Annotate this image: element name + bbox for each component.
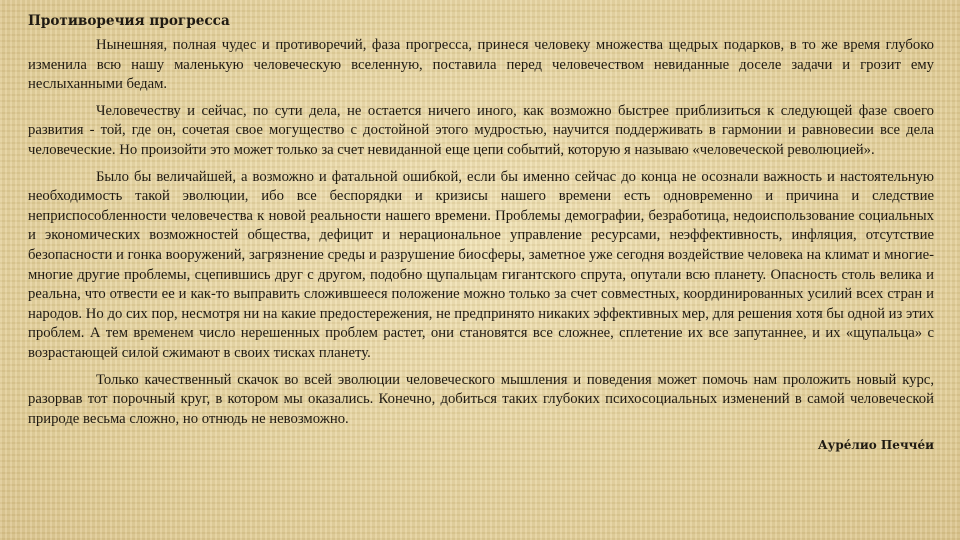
author-signature: Ауре́лио Печче́и [817, 438, 934, 453]
paragraph-1: Нынешняя, полная чудес и противоречий, фаза прогресса, принеся человеку множества щедрых подарков, в то же время глубоко изменила всю нашу маленькую человеческую вселенную, поставила перед человечеством невиданные доселе задачи и грозит ему неслыханными бедам. [28, 37, 934, 93]
paragraph-2: Человечеству и сейчас, по сути дела, не остается ничего иного, как возможно быстрее приблизиться к следующей фазе своего развития - той, где он, сочетая свое могущество с достойной этого мудростью, научится поддерживать в гармонии и равновесии все дела человеческие. Но произойти это может только за счет невиданной еще цепи событий, которую я называю «человеческой революцией». [28, 102, 934, 158]
paragraph-3: Было бы величайшей, а возможно и фатальной ошибкой, если бы именно сейчас до конца не осознали важность и настоятельную необходимость такой эволюции, ибо все беспорядки и кризисы нашего времени есть одновременно и причина и следствие неприспособленности человечества к новой реальности нашего времени. Проблемы демографии, безработица, недоиспользование социальных и экономических возможностей общества, дефицит и нерациональное управление ресурсами, неэффективность, инфляция, отсутствие безопасности и гонка вооружений, загрязнение среды и разрушение биосферы, заметное уже сегодня воздействие человека на климат и многие-многие другие проблемы, сцепившись друг с другом, подобно щупальцам гигантского спрута, опутали всю планету. Опасность столь велика и реальна, что отвести ее и как-то выправить сложившееся положение можно только за счет совместных, координированных усилий всех стран и народов. Но до сих пор, несмотря ни на какие предостережения, не предпринято никаких эффективных мер, для решения хотя бы одной из этих проблем. А тем временем число нерешенных проблем растет, они становятся все сложнее, сплетение их все запутаннее, и их «щупальца» с возрастающей силой сжимают в своих тисках планету. [28, 168, 934, 361]
slide [28, 10, 934, 530]
paragraph-4: Только качественный скачок во всей эволюции человеческого мышления и поведения может помочь нам проложить новый курс, разорвав тот порочный круг, в котором мы оказались. Конечно, добиться таких глубоких психосоциальных изменений в самой человеческой природе весьма сложно, но отнюдь не невозможно. [28, 371, 934, 427]
document-title: Противоречия прогресса [28, 13, 230, 29]
